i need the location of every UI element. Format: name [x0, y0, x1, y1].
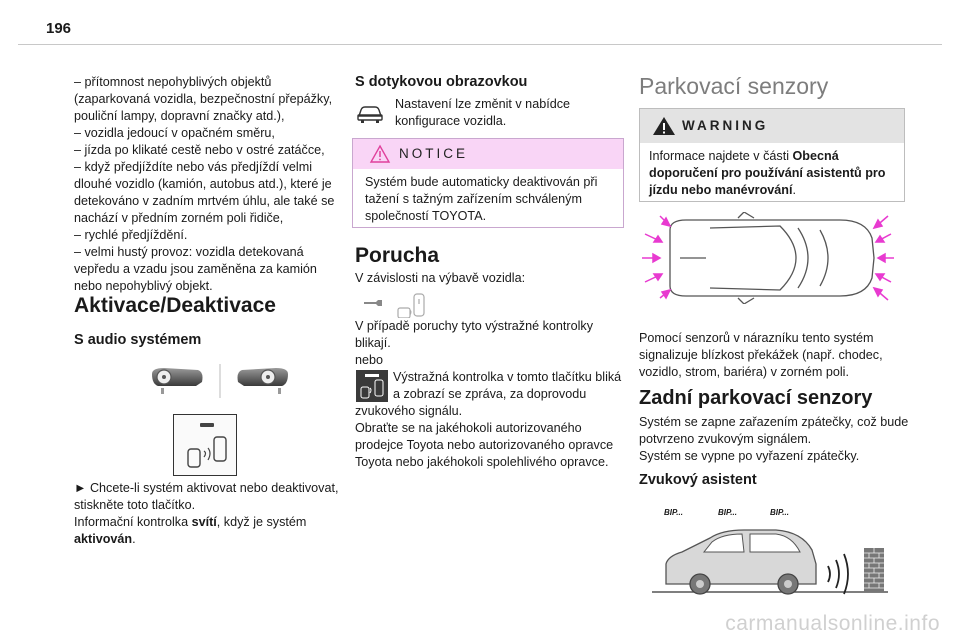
rear-line: Systém se vypne po vyřazení zpátečky. — [639, 449, 860, 463]
list-line: – jízda po klikaté cestě nebo v ostré zatáčce, — [74, 143, 325, 157]
sensor-arrows — [642, 216, 894, 300]
parking-sensors-diagram — [640, 212, 896, 304]
list-line: – přítomnost nepohyblivých objektů — [74, 75, 272, 89]
touchscreen-heading: S dotykovou obrazovkou — [355, 74, 528, 90]
warning-title: WARNING — [682, 118, 769, 133]
rear-sensors-heading: Zadní parkovací senzory — [639, 387, 873, 409]
notice-line: Systém bude automaticky deaktivován při — [365, 175, 598, 189]
instruction-line: ► Chcete-li systém aktivovat nebo deaktivovat, — [74, 481, 339, 495]
list-line: (zaparkovaná vozidla, bezpečnostní přepážky, — [74, 92, 333, 106]
touch-text — [395, 96, 570, 130]
audio-system-heading: S audio systémem — [74, 332, 202, 348]
info-bold: aktivován — [74, 532, 133, 546]
warning-triangle-icon — [652, 116, 676, 136]
notice-box — [352, 138, 624, 228]
warning-box — [639, 108, 905, 202]
info-line — [74, 514, 348, 531]
rear-line: potvrzeno zvukovým signálem. — [639, 432, 812, 446]
fault-button — [356, 370, 388, 402]
warning-bold: Obecná — [792, 149, 839, 163]
fault-line: Obraťte se na jakéhokoli autorizovaného — [355, 421, 582, 435]
instruction-line: stiskněte toto tlačítko. — [74, 498, 196, 512]
warning-line — [649, 182, 904, 199]
warning-bold: jízdu nebo manévrování — [649, 183, 793, 197]
list-line: – rychlé předjíždění. — [74, 228, 188, 242]
list-line: nebo nepohyblivý objekt. — [74, 279, 213, 293]
list-line: vepředu a vzadu jsou zaměněna za kamión — [74, 262, 317, 276]
fault-text-2 — [393, 369, 621, 403]
info-text: Informační kontrolka — [74, 515, 192, 529]
activation-heading: Aktivace/Deaktivace — [74, 294, 276, 317]
rear-sensors-text — [639, 414, 908, 465]
fault-line: a zobrazí se zpráva, za doprovodu — [393, 387, 587, 401]
fault-or: nebo — [355, 353, 384, 367]
blind-spot-fault-icon — [356, 370, 388, 402]
notice-text — [353, 169, 623, 225]
list-line: nachází v předním zorném poli řidiče, — [74, 211, 284, 225]
warning-bold: doporučení pro používání asistentů pro — [649, 166, 886, 180]
header-divider — [18, 44, 942, 45]
sensor-line: Pomocí senzorů v nárazníku tento systém — [639, 331, 874, 345]
sensor-description — [639, 330, 883, 381]
audio-assist-heading: Zvukový asistent — [639, 472, 757, 488]
instructions — [74, 480, 348, 548]
touch-text-line: Nastavení lze změnit v nabídce — [395, 97, 571, 111]
warning-header — [640, 109, 904, 143]
fault-line: blikají. — [355, 336, 391, 350]
condition-list — [74, 74, 348, 295]
brick-wall — [864, 548, 884, 592]
list-line: – když předjíždíte nebo vás předjíždí velmi — [74, 160, 313, 174]
warning-triangle-icon — [369, 144, 391, 164]
info-text: . — [132, 532, 136, 546]
info-bold: svítí — [191, 515, 217, 529]
reversing-car-illustration — [652, 520, 888, 598]
fault-line: Výstražná kontrolka v tomto tlačítku bliká — [393, 370, 622, 384]
list-line: pouliční lampy, dopravní značky atd.), — [74, 109, 285, 123]
notice-line: tažení s tažným zařízením schváleným — [365, 192, 582, 206]
sensor-line: signalizuje blízkost překážek (např. chodec, — [639, 348, 883, 362]
blind-spot-button[interactable] — [173, 414, 237, 476]
notice-line: společností TOYOTA. — [365, 209, 487, 223]
warning-text-span: Informace najdete v části — [649, 149, 793, 163]
info-line — [74, 531, 348, 548]
list-line: – vozidla jedoucí v opačném směru, — [74, 126, 275, 140]
fault-text-3 — [355, 403, 613, 471]
watermark: carmanualsonline.info — [725, 612, 940, 635]
fault-text — [355, 318, 593, 369]
fault-warning-lamps-icon — [362, 290, 432, 318]
mirror-illustration — [150, 360, 290, 400]
touch-text-line: konfigurace vozidla. — [395, 114, 507, 128]
list-line: – velmi hustý provoz: vozidla detekovaná — [74, 245, 304, 259]
car-settings-icon — [356, 102, 384, 124]
info-text: , když je systém — [216, 515, 307, 529]
fault-heading: Porucha — [355, 244, 440, 267]
sensor-line: vozidlo, strom, bariéra) v zorném poli. — [639, 365, 849, 379]
list-line: dlouhé vozidlo (kamión, autobus atd.), které je — [74, 177, 332, 191]
rear-line: Systém se zapne zařazením zpátečky, což bude — [639, 415, 909, 429]
beep-label: BIP... — [770, 508, 789, 517]
warning-text — [640, 143, 904, 199]
fault-line: V případě poruchy tyto výstražné kontrolky — [355, 319, 593, 333]
page-number: 196 — [46, 20, 72, 37]
fault-line: prodejce Toyota nebo autorizovaného opravce — [355, 438, 614, 452]
warning-text-span: . — [792, 183, 796, 197]
beep-label: BIP... — [718, 508, 737, 517]
warning-line — [649, 148, 904, 165]
notice-title: NOTICE — [399, 146, 469, 161]
fault-line: Toyota nebo jakéhokoli spolehlivého opravce. — [355, 455, 609, 469]
notice-header — [353, 139, 623, 169]
blind-spot-icon — [174, 415, 236, 475]
warning-line — [649, 165, 904, 182]
fault-intro: V závislosti na výbavě vozidla: — [355, 271, 526, 285]
fault-line: zvukového signálu. — [355, 404, 463, 418]
list-line: detekováno v zadním mrtvém úhlu, ale také se — [74, 194, 335, 208]
section-title: Parkovací senzory — [639, 73, 829, 99]
beep-label: BIP... — [664, 508, 683, 517]
